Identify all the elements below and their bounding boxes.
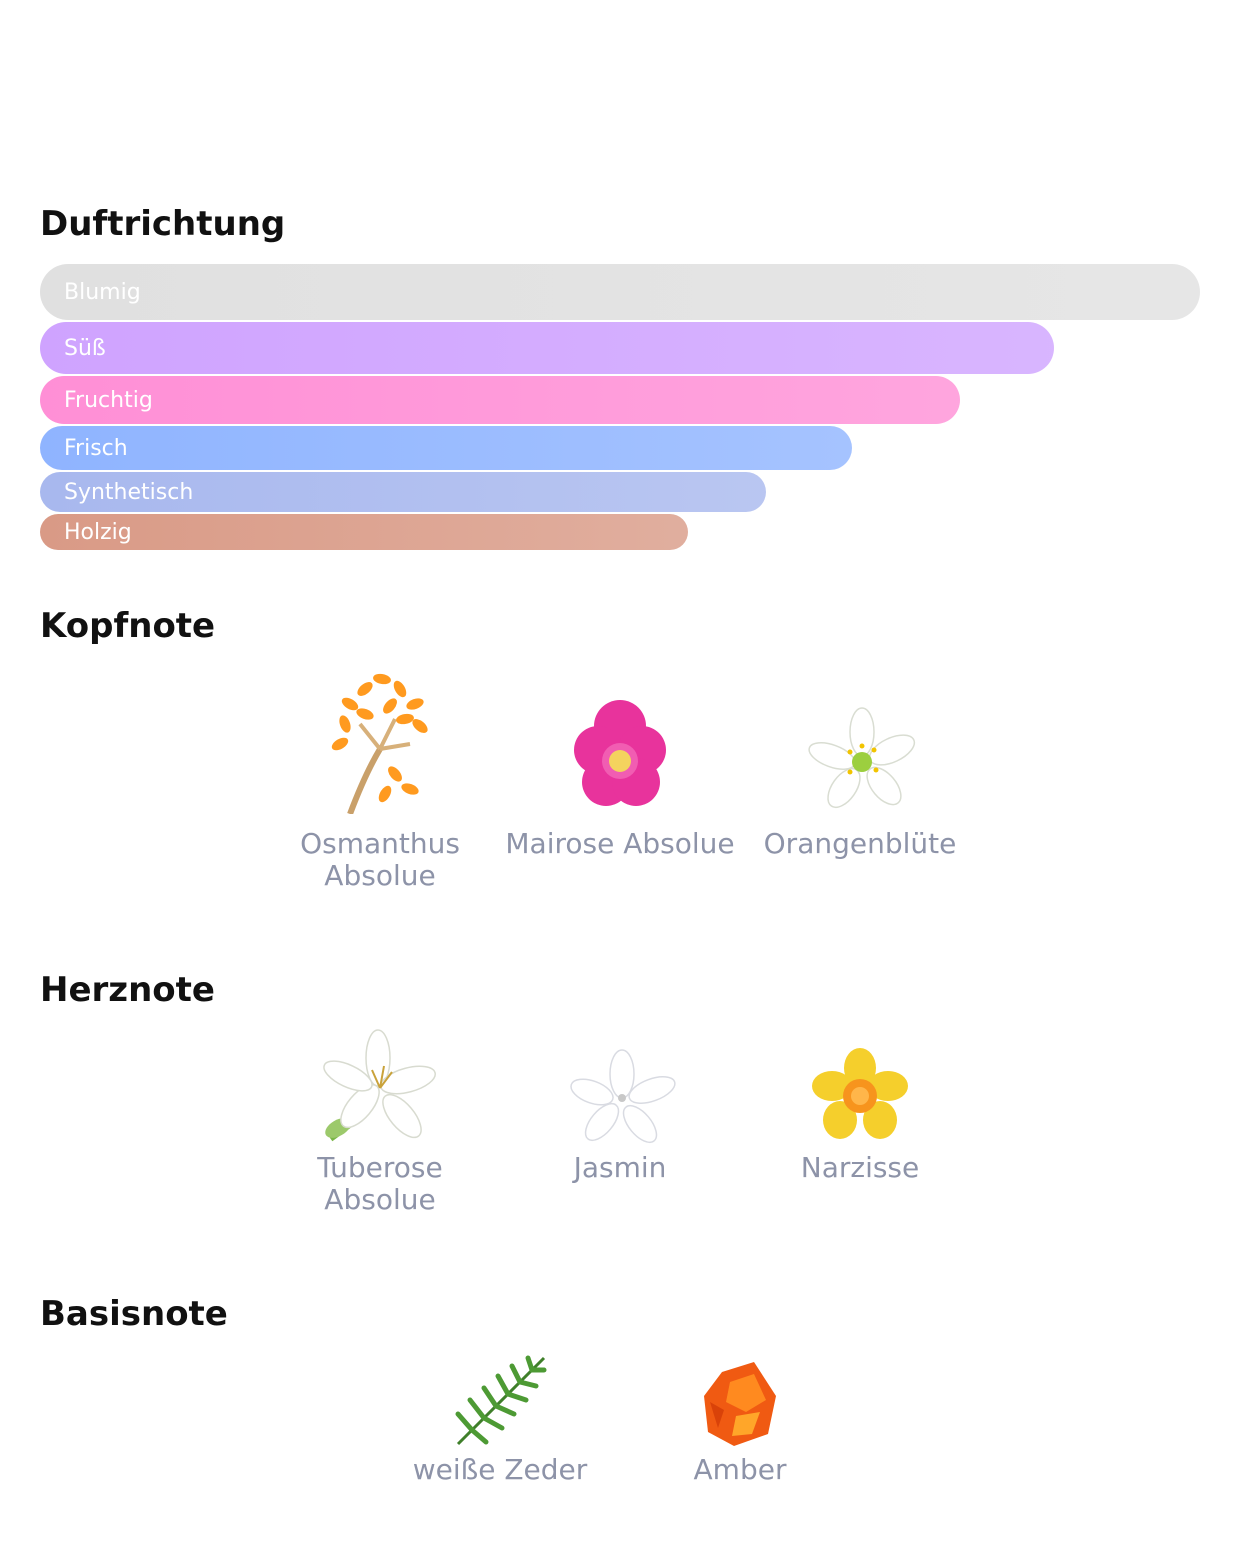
rose-icon bbox=[560, 664, 680, 814]
note-label: Jasmin bbox=[573, 1151, 667, 1184]
note-label: Osmanthus Absolue bbox=[300, 827, 460, 892]
note-label: Tuberose Absolue bbox=[317, 1151, 443, 1216]
accord-label: Holzig bbox=[64, 519, 132, 545]
note-label: weiße Zeder bbox=[412, 1453, 588, 1486]
accord-bar-blumig bbox=[40, 264, 1200, 320]
accord-bar-holzig bbox=[40, 514, 688, 550]
top-notes-title: Kopfnote bbox=[40, 606, 216, 646]
accord-bar-fruchtig bbox=[40, 376, 960, 424]
accord-label: Blumig bbox=[64, 279, 141, 305]
tuberose-icon bbox=[320, 1028, 440, 1148]
accord-bar-frisch bbox=[40, 426, 852, 470]
accord-label: Synthetisch bbox=[64, 479, 194, 505]
heart-notes-title: Herznote bbox=[40, 970, 215, 1010]
accords-title: Duftrichtung bbox=[40, 204, 286, 244]
accord-label: Fruchtig bbox=[64, 387, 153, 413]
accord-bar-synthetisch bbox=[40, 472, 766, 512]
accord-label: Frisch bbox=[64, 435, 128, 461]
base-notes-title: Basisnote bbox=[40, 1294, 228, 1334]
amber-icon bbox=[680, 1352, 800, 1452]
narcissus-icon bbox=[800, 1028, 920, 1148]
note-label: Mairose Absolue bbox=[505, 827, 735, 860]
osmanthus-icon bbox=[320, 664, 440, 814]
note-label: Orangenblüte bbox=[763, 827, 957, 860]
orange-blossom-icon bbox=[800, 664, 920, 814]
accord-bar-suess bbox=[40, 322, 1054, 374]
accord-label: Süß bbox=[64, 335, 106, 361]
note-label: Narzisse bbox=[800, 1151, 920, 1184]
cedar-icon bbox=[440, 1352, 560, 1452]
jasmine-icon bbox=[560, 1028, 680, 1148]
note-label: Amber bbox=[693, 1453, 787, 1486]
